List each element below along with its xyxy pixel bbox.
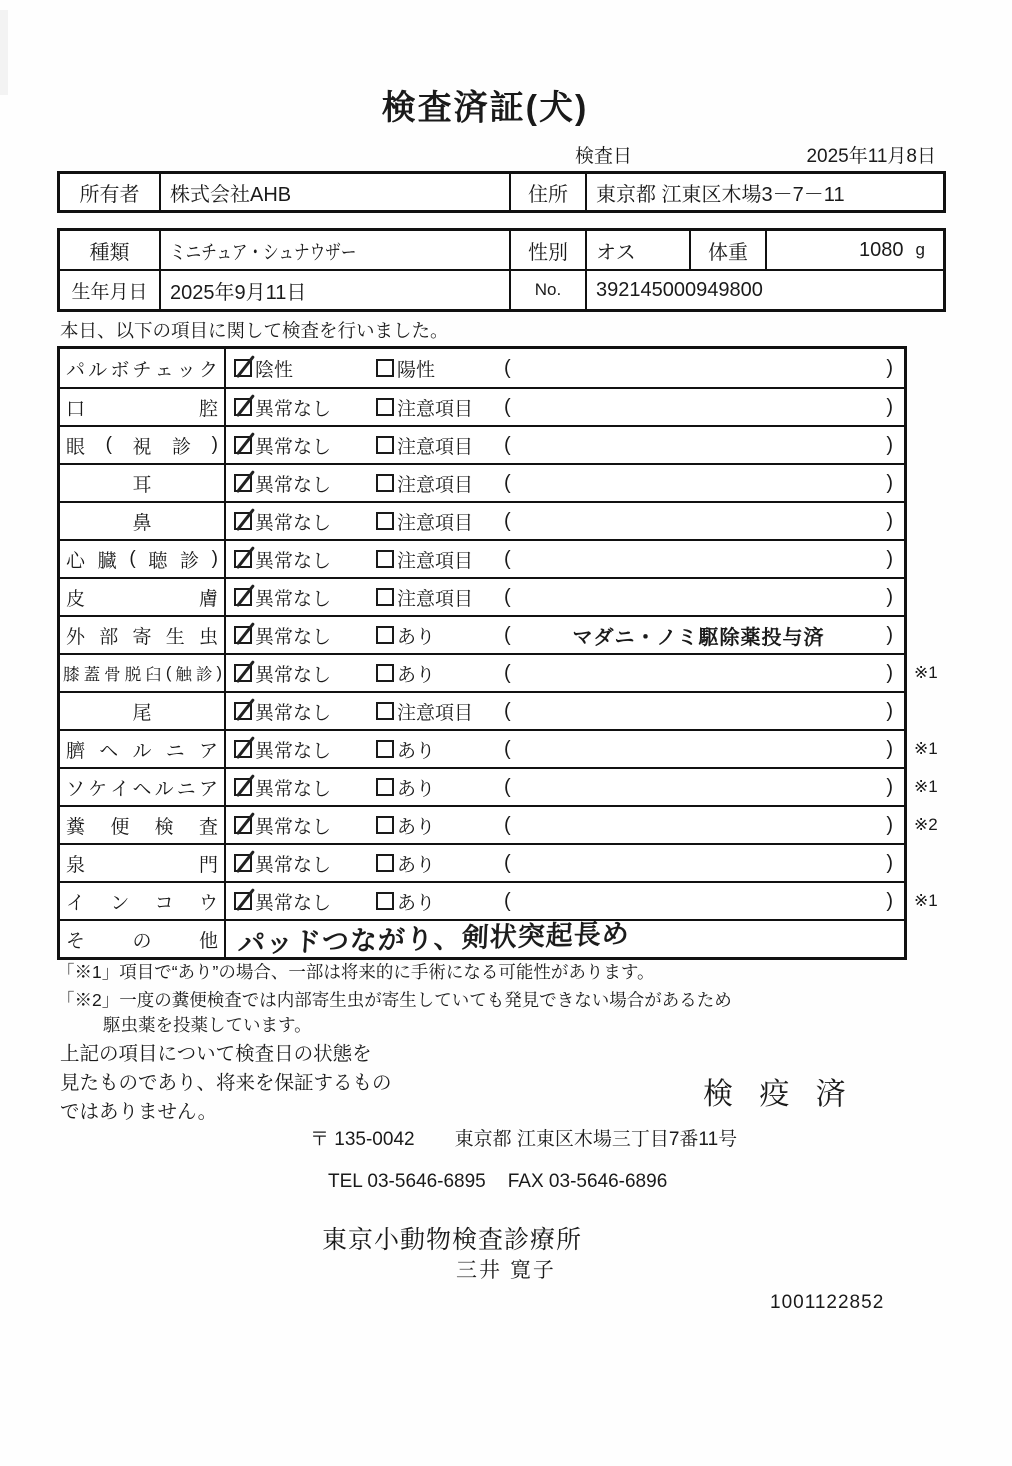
option-label: 異常なし [255, 398, 332, 420]
label-char: イ [110, 778, 130, 800]
inspection-row [60, 463, 904, 501]
footnote-ref-mark: ※1 [914, 777, 938, 796]
option-label: 異常なし [255, 626, 332, 648]
result-option-unchecked [376, 584, 504, 611]
label-char: 査 [198, 816, 218, 838]
checkbox-unchecked-icon [376, 740, 394, 758]
inspection-result-cell [226, 541, 904, 577]
address-label: 住所 [511, 174, 587, 210]
inspection-result-cell [226, 579, 904, 615]
inspection-result-cell [226, 503, 904, 539]
remarks-field [504, 621, 904, 650]
option-label: 異常なし [255, 664, 332, 686]
option-label: 注意項目 [397, 436, 474, 458]
label-char: ル [88, 359, 108, 381]
option-label: あり [397, 626, 436, 648]
label-char: 耳 [132, 474, 152, 496]
inspection-item-label [60, 769, 226, 805]
clinic-address: 東京都 江東区木場三丁目7番11号 [454, 1129, 738, 1150]
option-label: あり [397, 892, 436, 914]
checkbox-unchecked-icon [376, 550, 394, 568]
checkbox-checked-icon [234, 398, 252, 416]
inspection-item-label [60, 807, 226, 843]
paren-open: ( [504, 509, 511, 532]
label-char: ( [129, 548, 136, 569]
inspection-row [60, 577, 904, 615]
option-label: 異常なし [255, 816, 332, 838]
label-char: ル [154, 778, 174, 800]
footnote-ref-mark: ※1 [914, 663, 938, 682]
paren-open: ( [504, 623, 511, 646]
result-option-checked [234, 698, 376, 725]
result-option-unchecked [376, 394, 504, 421]
inspection-result-cell [226, 617, 904, 653]
label-char: 糞 [66, 816, 86, 838]
option-label: 注意項目 [397, 550, 474, 572]
label-char: ( [165, 663, 171, 682]
remarks-field [504, 890, 904, 913]
remarks-field [504, 852, 904, 875]
checkbox-checked-icon [234, 512, 252, 530]
checkbox-checked-icon [234, 588, 252, 606]
label-char: そ [66, 930, 86, 952]
label-char: コ [154, 892, 174, 914]
footnote-ref2-line1: 「※2」一度の糞便検査では内部寄生虫が寄生していても発見できない場合があるため [57, 990, 732, 1010]
inspection-result-cell [226, 349, 904, 387]
option-label: 注意項目 [397, 512, 474, 534]
inspection-row [60, 805, 938, 843]
inspection-item-label [60, 389, 226, 425]
inspection-table [57, 346, 938, 960]
option-label: 注意項目 [397, 588, 474, 610]
result-option-unchecked [376, 736, 504, 763]
inspection-date-value: 2025年11月8日 [806, 146, 936, 167]
checkbox-checked-icon [234, 436, 252, 454]
result-option-checked [234, 355, 376, 382]
result-option-unchecked [376, 698, 504, 725]
inspection-row [60, 615, 904, 653]
option-label: 異常なし [255, 740, 332, 762]
address-value: 東京都 江東区木場3－7－11 [596, 183, 845, 206]
inspection-result-cell [226, 427, 904, 463]
label-char: ( [105, 434, 112, 455]
inspection-result-cell [226, 693, 904, 729]
footnote-ref-mark: ※1 [914, 739, 938, 758]
paren-close: ) [886, 547, 893, 570]
checkbox-unchecked-icon [376, 398, 394, 416]
checkbox-unchecked-icon [376, 702, 394, 720]
checkbox-checked-icon [234, 626, 252, 644]
result-option-unchecked [376, 812, 504, 839]
label-char: ン [110, 892, 130, 914]
option-label: 陰性 [255, 359, 294, 381]
label-char: 診 [195, 666, 212, 684]
animal-table [57, 228, 946, 312]
paren-close: ) [886, 851, 893, 874]
label-char: チ [132, 359, 152, 381]
label-char: 寄 [132, 626, 152, 648]
remarks-field [504, 586, 904, 609]
option-label: 異常なし [255, 702, 332, 724]
label-char: 部 [99, 626, 119, 648]
checkbox-unchecked-icon [376, 588, 394, 606]
paren-open: ( [504, 661, 511, 684]
result-option-checked [234, 508, 376, 535]
checkbox-checked-icon [234, 550, 252, 568]
checkbox-unchecked-icon [376, 854, 394, 872]
paren-close: ) [886, 661, 893, 684]
inspection-item-label [60, 503, 226, 539]
remarks-field [504, 814, 904, 837]
remarks-field [504, 434, 904, 457]
veterinarian-name: 三井 寛子 [456, 1259, 556, 1282]
result-option-checked [234, 888, 376, 915]
label-char: 骨 [104, 666, 120, 684]
disclaimer-line-1: 上記の項目について検査日の状態を [60, 1043, 372, 1065]
remarks-field [504, 738, 904, 761]
checkbox-unchecked-icon [376, 474, 394, 492]
inspection-item-label [60, 349, 226, 387]
paren-close: ) [886, 433, 893, 456]
sex-label: 性別 [511, 231, 587, 269]
label-char: ソ [66, 778, 86, 800]
result-option-unchecked [376, 660, 504, 687]
paren-open: ( [504, 889, 511, 912]
clinic-fax: FAX 03-5646-6896 [507, 1171, 668, 1192]
label-char: 診 [172, 436, 192, 458]
birth-value: 2025年9月11日 [161, 271, 511, 309]
option-label: 陽性 [397, 359, 436, 381]
paren-close: ) [886, 395, 893, 418]
inspection-result-cell [226, 731, 904, 767]
result-option-checked [234, 850, 376, 877]
inspection-result-cell [226, 845, 904, 881]
label-char: ニ [176, 778, 196, 800]
footnote-ref1: 「※1」項目で“あり”の場合、一部は将来的に手術になる可能性があります。 [57, 962, 655, 982]
result-option-unchecked [376, 432, 504, 459]
label-char: 脱 [124, 666, 141, 684]
label-char: 門 [198, 854, 218, 876]
disclaimer-statement [60, 1040, 392, 1127]
option-label: あり [397, 816, 436, 838]
paren-close: ) [886, 585, 893, 608]
checkbox-checked-icon [234, 702, 252, 720]
inspection-row [60, 501, 904, 539]
result-option-checked [234, 660, 376, 687]
option-label: あり [397, 664, 436, 686]
label-char: 外 [66, 626, 86, 648]
inspection-item-label [60, 693, 226, 729]
label-char: 便 [110, 816, 130, 838]
inspection-row [60, 387, 904, 425]
result-option-unchecked [376, 622, 504, 649]
label-char: 口 [66, 398, 86, 420]
label-char: ) [211, 434, 218, 455]
checkbox-unchecked-icon [376, 664, 394, 682]
birth-label: 生年月日 [60, 271, 161, 309]
inspection-row [60, 881, 938, 919]
remarks-note: マダニ・ノミ駆除薬投与済 [572, 626, 825, 649]
result-option-checked [234, 736, 376, 763]
breed-value-text: ミニチュア・シュナウザー [170, 241, 357, 264]
result-option-checked [234, 774, 376, 801]
label-char: ケ [88, 778, 108, 800]
remarks-field [504, 776, 904, 799]
paren-open: ( [504, 433, 511, 456]
inspection-row [60, 919, 904, 957]
paren-open: ( [504, 547, 511, 570]
other-findings-handwritten-note: パッドつながり、剣状突起長め [237, 918, 631, 959]
remarks-field [504, 510, 904, 533]
result-option-checked [234, 470, 376, 497]
paren-open: ( [504, 851, 511, 874]
inspection-result-cell [226, 769, 904, 805]
label-char: 泉 [66, 854, 86, 876]
option-label: 異常なし [255, 436, 332, 458]
breed-label: 種類 [60, 231, 161, 269]
inspection-item-label [60, 427, 226, 463]
inspection-result-cell [226, 389, 904, 425]
clinic-address-line [310, 1124, 737, 1151]
checkbox-checked-icon [234, 740, 252, 758]
page-title: 検査済証(犬) [381, 89, 589, 127]
inspection-item-label [60, 655, 226, 691]
paren-open: ( [504, 813, 511, 836]
inspection-intro: 本日、以下の項目に関して検査を行いました。 [60, 320, 449, 341]
clinic-tel-line [328, 1171, 667, 1193]
inspection-item-label [60, 465, 226, 501]
owner-table [57, 171, 946, 213]
option-label: 異常なし [255, 550, 332, 572]
inspection-row [60, 349, 904, 387]
label-char: 他 [198, 930, 218, 952]
inspection-item-label [60, 579, 226, 615]
serial-number: 1001122852 [770, 1292, 885, 1313]
certificate-no-value: 392145000949800 [596, 278, 763, 301]
footnote-ref-mark: ※2 [914, 815, 938, 834]
result-option-checked [234, 546, 376, 573]
inspection-row [60, 653, 938, 691]
label-char: 蓋 [83, 666, 100, 684]
owner-label: 所有者 [60, 174, 161, 210]
clinic-postal-code: 〒 135-0042 [310, 1129, 415, 1150]
checkbox-unchecked-icon [376, 359, 394, 377]
inspection-item-label [60, 883, 226, 919]
paren-close: ) [886, 356, 893, 379]
label-char: ) [211, 548, 218, 569]
inspection-item-label [60, 731, 226, 767]
paren-open: ( [504, 471, 511, 494]
checkbox-checked-icon [234, 816, 252, 834]
inspection-row [60, 539, 904, 577]
label-char: ヘ [132, 778, 152, 800]
inspection-date-label: 検査日 [575, 146, 633, 167]
disclaimer-line-3: ではありません。 [60, 1101, 218, 1123]
label-char: 皮 [66, 588, 86, 610]
remarks-field [504, 700, 904, 723]
checkbox-checked-icon [234, 474, 252, 492]
option-label: あり [397, 740, 436, 762]
option-label: 異常なし [255, 854, 332, 876]
breed-value [161, 231, 511, 269]
label-char: 聴 [148, 550, 168, 572]
label-char: ニ [165, 740, 185, 762]
paren-open: ( [504, 699, 511, 722]
label-char: 腔 [198, 398, 218, 420]
label-char: ア [198, 778, 218, 800]
inspection-result-cell [226, 807, 904, 843]
result-option-unchecked [376, 850, 504, 877]
checkbox-unchecked-icon [376, 436, 394, 454]
label-char: 触 [175, 666, 191, 684]
remarks-field [504, 396, 904, 419]
checkbox-unchecked-icon [376, 778, 394, 796]
inspection-result-cell [226, 465, 904, 501]
option-label: 異常なし [255, 892, 332, 914]
result-option-checked [234, 394, 376, 421]
paren-close: ) [886, 813, 893, 836]
checkbox-unchecked-icon [376, 816, 394, 834]
footnote-ref2-line2: 駆虫薬を投薬しています。 [103, 1015, 312, 1035]
checkbox-unchecked-icon [376, 626, 394, 644]
option-label: 異常なし [255, 474, 332, 496]
label-char: の [132, 930, 152, 952]
inspection-row [60, 767, 938, 805]
label-char: ッ [176, 359, 196, 381]
label-char: イ [66, 892, 86, 914]
label-char: ア [198, 740, 218, 762]
paren-open: ( [504, 395, 511, 418]
paren-open: ( [504, 737, 511, 760]
result-option-unchecked [376, 774, 504, 801]
label-char: パ [66, 359, 86, 381]
result-option-unchecked [376, 470, 504, 497]
label-char: 生 [165, 626, 185, 648]
label-char: 心 [66, 550, 86, 572]
checkbox-checked-icon [234, 778, 252, 796]
paren-close: ) [886, 699, 893, 722]
inspection-item-label [60, 617, 226, 653]
label-char: 鼻 [132, 512, 152, 534]
label-char: ェ [154, 359, 174, 381]
checkbox-unchecked-icon [376, 892, 394, 910]
disclaimer-line-2: 見たものであり、将来を保証するもの [60, 1072, 392, 1094]
label-char: 臓 [97, 550, 117, 572]
weight-label: 体重 [691, 231, 767, 269]
result-option-checked [234, 432, 376, 459]
checkbox-checked-icon [234, 664, 252, 682]
checkbox-unchecked-icon [376, 512, 394, 530]
label-char: 虫 [198, 626, 218, 648]
paren-close: ) [886, 509, 893, 532]
paren-close: ) [886, 623, 893, 646]
weight-unit: g [915, 240, 925, 259]
label-char: 尾 [132, 702, 152, 724]
checkbox-checked-icon [234, 892, 252, 910]
inspection-result-cell [226, 918, 904, 959]
paren-open: ( [504, 356, 511, 379]
option-label: 異常なし [255, 588, 332, 610]
label-char: ク [198, 359, 218, 381]
paren-open: ( [504, 585, 511, 608]
quarantine-passed-stamp: 検 疫 済 [703, 1078, 855, 1111]
label-char: 臼 [145, 666, 161, 684]
remarks-field [504, 357, 904, 380]
result-option-checked [234, 622, 376, 649]
inspection-row [60, 425, 904, 463]
label-char: ル [132, 740, 152, 762]
owner-table-row [60, 174, 943, 210]
result-option-unchecked [376, 355, 504, 382]
option-label: 注意項目 [397, 398, 474, 420]
label-char: ヘ [99, 740, 119, 762]
result-option-unchecked [376, 888, 504, 915]
option-label: 異常なし [255, 778, 332, 800]
inspection-result-cell [226, 655, 904, 691]
result-option-unchecked [376, 508, 504, 535]
inspection-row [60, 729, 938, 767]
label-char: 膚 [198, 588, 218, 610]
label-char: 臍 [66, 740, 86, 762]
label-char: 検 [154, 816, 174, 838]
weight-value-cell [767, 231, 943, 269]
label-char: 眼 [66, 436, 86, 458]
paren-close: ) [886, 471, 893, 494]
remarks-field [504, 472, 904, 495]
paren-close: ) [886, 775, 893, 798]
option-label: 注意項目 [397, 702, 474, 724]
option-label: 異常なし [255, 512, 332, 534]
clinic-name: 東京小動物検査診療所 [322, 1226, 583, 1254]
label-char: ボ [110, 359, 130, 381]
label-char: ウ [198, 892, 218, 914]
result-option-checked [234, 584, 376, 611]
checkbox-checked-icon [234, 359, 252, 377]
remarks-field [504, 662, 904, 685]
inspection-row [60, 691, 904, 729]
certificate-no-label: No. [511, 271, 587, 309]
inspection-item-label [60, 541, 226, 577]
sex-value: オス [587, 231, 691, 269]
paren-close: ) [886, 889, 893, 912]
label-char: 膝 [63, 666, 79, 684]
remarks-field [504, 548, 904, 571]
inspection-row [60, 843, 904, 881]
footnote-ref-mark: ※1 [914, 891, 938, 910]
owner-value: 株式会社AHB [161, 174, 511, 210]
checkbox-checked-icon [234, 854, 252, 872]
label-char: 診 [180, 550, 200, 572]
animal-table-row-2 [60, 269, 943, 309]
weight-value: 1080 [859, 238, 904, 261]
label-char: ) [216, 663, 221, 682]
label-char: 視 [132, 436, 152, 458]
animal-table-row-1 [60, 231, 943, 269]
inspection-item-label [60, 845, 226, 881]
clinic-tel: TEL 03-5646-6895 [328, 1171, 486, 1192]
paren-open: ( [504, 775, 511, 798]
result-option-checked [234, 812, 376, 839]
result-option-unchecked [376, 546, 504, 573]
paren-close: ) [886, 737, 893, 760]
option-label: あり [397, 778, 436, 800]
inspection-item-label [60, 921, 226, 957]
option-label: あり [397, 854, 436, 876]
option-label: 注意項目 [397, 474, 474, 496]
